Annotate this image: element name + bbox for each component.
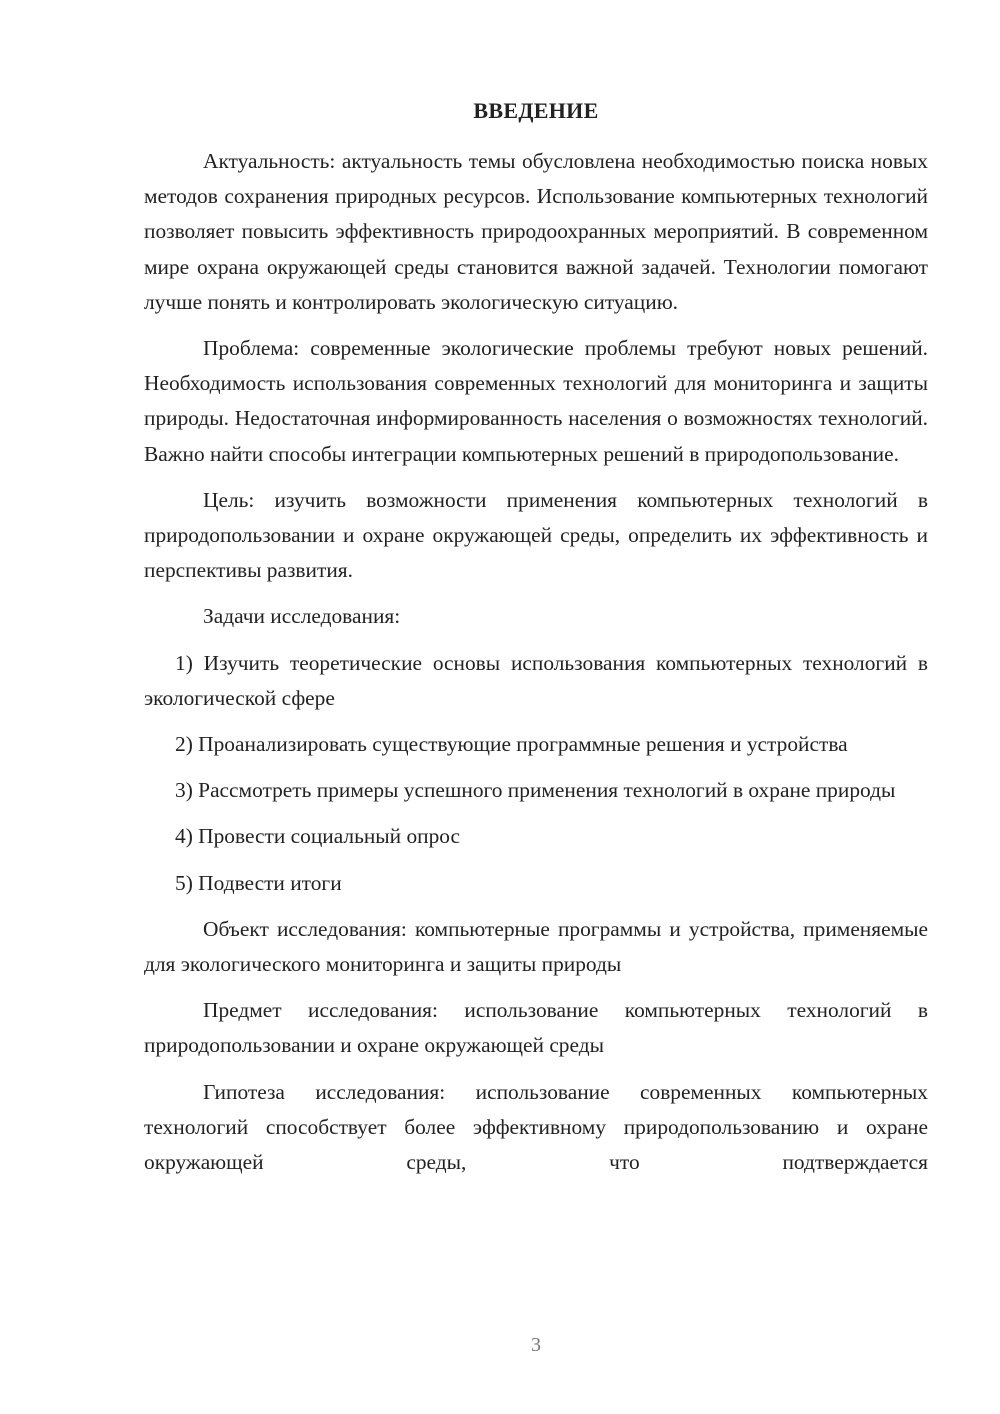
task-item-5: 5) Подвести итоги — [175, 870, 342, 895]
object-paragraph: Объект исследования: компьютерные программы и устройства, применяемые для экологического мониторинга и защиты природы — [144, 916, 928, 977]
goal-paragraph: Цель: изучить возможности применения компьютерных технологий в природопользовании и охране окружающей среды, определить их эффективность и перспективы развития. — [144, 487, 928, 583]
hypothesis-paragraph: Гипотеза исследования: использование современных компьютерных технологий способствует более эффективному природопользованию и охране окружающей среды, что подтверждается — [144, 1079, 928, 1175]
section-heading: ВВЕДЕНИЕ — [473, 98, 599, 123]
task-item-3: 3) Рассмотреть примеры успешного применения технологий в охране природы — [175, 778, 896, 803]
task-item-2: 2) Проанализировать существующие программные решения и устройства — [175, 732, 848, 757]
relevance-paragraph: Актуальность: актуальность темы обусловлена необходимостью поиска новых методов сохранения природных ресурсов. Использование компьютерных технологий позволяет повысить эффективность природоохранных мероприятий. В современном мире охрана окружающей среды становится важной задачей. Технологии помогают лучше понять и контролировать экологическую ситуацию. — [144, 149, 928, 314]
document-page — [144, 96, 928, 1191]
task-item-4: 4) Провести социальный опрос — [175, 824, 461, 849]
problem-paragraph: Проблема: современные экологические проблемы требуют новых решений. Необходимость использования современных технологий для мониторинга и защиты природы. Недостаточная информированность населения о возможностях технологий. Важно найти способы интеграции компьютерных решений в природопользование. — [144, 336, 928, 466]
tasks-heading: Задачи исследования: — [203, 604, 401, 629]
subject-paragraph: Предмет исследования: использование компьютерных технологий в природопользовании и охране окружающей среды — [144, 998, 928, 1058]
page-number: 3 — [531, 1334, 541, 1356]
task-item-1: 1) Изучить теоретические основы использования компьютерных технологий в экологической сфере — [144, 650, 928, 710]
